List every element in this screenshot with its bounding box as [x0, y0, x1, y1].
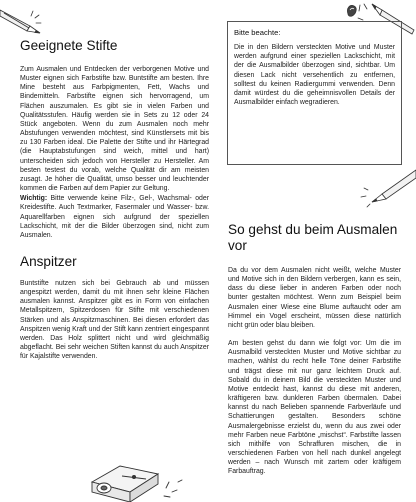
pencil-icon [0, 2, 46, 36]
left-column [20, 38, 209, 361]
pencils-tip [20, 194, 209, 240]
method-paragraph-2: Am besten gehst du dann wie folgt vor: Um die im Ausmalbild versteckten Muster und Motive sichtbar zu machen, wählst du recht helle Töne deiner Farbstifte und trägst diese mit nur ganz leichtem Druck auf. Sobald du in deinem Bild die versteckten Muster und Motive entdeckt hast, kannst du diese mit anderen, kräftigeren bzw. dunkleren Farben übermalen. Dabei kannst du nach Belieben spannende Farbverläufe und Schattierungen gestalten. Besonders schöne Ausmalergebnisse erzielst du, wenn du aus zwei oder mehr Farben neue Farbtöne „mischst“. Farbstifte lassen sich mithilfe von Schraffuren mischen, die in verschiedenen Farben von hell nach dunkel angelegt werden – nach Wunsch mit zartem oder kräftigem Farbauftrag. [228, 340, 401, 476]
sharpener-paragraph: Buntstifte nutzen sich bei Gebrauch ab und müssen angespitzt werden, damit du mit ihnen sehr kleine Flächen ausmalen kannst. Anspitzer gibt es in Form von einfachen Metallspitzern, Spitzerdosen für Stifte mit verschiedenen Stärken und als Anspitzmaschinen. Bei diesen erfordert das Anspitzen wenig Kraft und der Stift kann zentriert eingespannt werden. Das Holz splittert nicht und wird gleichmäßig abgeflacht. Bei sehr weichen Stiften kannst du auch Anspitzer für Kajalstifte verwenden. [20, 279, 209, 361]
tip-text: Bitte verwende keine Filz-, Gel-, Wachsmal- oder Kreidestifte. Auch Textmarker, Fasermaler und Wasser- bzw. Aquarellfarben eignen sich aufgrund der speziellen Lackschicht, mit der die Bilder überzogen sind, nicht zum Ausmalen. [20, 195, 209, 239]
right-column [228, 222, 401, 476]
section-heading-pencils: Geeignete Stifte [20, 38, 118, 53]
pencil-icon-right [360, 168, 416, 208]
section-heading-sharpener: Anspitzer [20, 253, 77, 269]
notice-title: Bitte beachte: [234, 28, 281, 37]
section-heading-method: So gehst du beim Ausmalen vor [228, 222, 398, 253]
sharpener-icon [80, 452, 220, 502]
pencils-paragraph: Zum Ausmalen und Entdecken der verborgenen Motive und Muster eignen sich Farbstifte bzw. Buntstifte am besten. Ihre Mine besteht aus Farbpigmenten, Fett, Wachs und Bindemitteln. Farbstifte eignen sich hervorragend, um Flächen auszumalen. Es gibt sie in vielen Farben und Qualitätsstufen. Häufig werden sie in Sets zu 12 oder 24 Stück angeboten. Wenn du zum Ausmalen noch mehr Abstufungen verwenden möchtest, sind Künstlersets mit bis zu 130 Farben ideal. Die Palette der Stifte und ihr Härtegrad (die Hauptabstufungen sind weich, mittel und hart) unterscheiden sich jedoch von Hersteller zu Hersteller. Am besten testest du vorab, welche Qualität dir am meisten zusagt. Je höher die Qualität, umso besser und leuchtender kommen die Farben auf dem Papier zur Geltung. [20, 66, 209, 193]
method-paragraph-1: Da du vor dem Ausmalen nicht weißt, welche Muster und Motive sich in den Bildern verbergen, kann es sein, dass du diese lieber in anderen Farben oder noch bunter gestalten möchtest. Wenn zum Beispiel beim Ausmalen einer Wiese eine Blume auftaucht oder am Himmel ein Vogel erscheint, müssen diese natürlich nicht grün oder blau bleiben. [228, 267, 401, 329]
tip-label: Wichtig: [20, 195, 48, 203]
notice-text: Die in den Bildern versteckten Motive und Muster werden aufgrund einer speziellen Lackschicht, mit der die Ausmalbilder überzogen sind, sichtbar. Um diesen Lack nicht versehentlich zu entfernen, solltest du keinen Radiergummi verwenden. Denn damit würdest du die geheimnisvollen Details der Ausmalbilder einfach wegradieren. [234, 44, 395, 107]
notice-box [227, 21, 402, 165]
